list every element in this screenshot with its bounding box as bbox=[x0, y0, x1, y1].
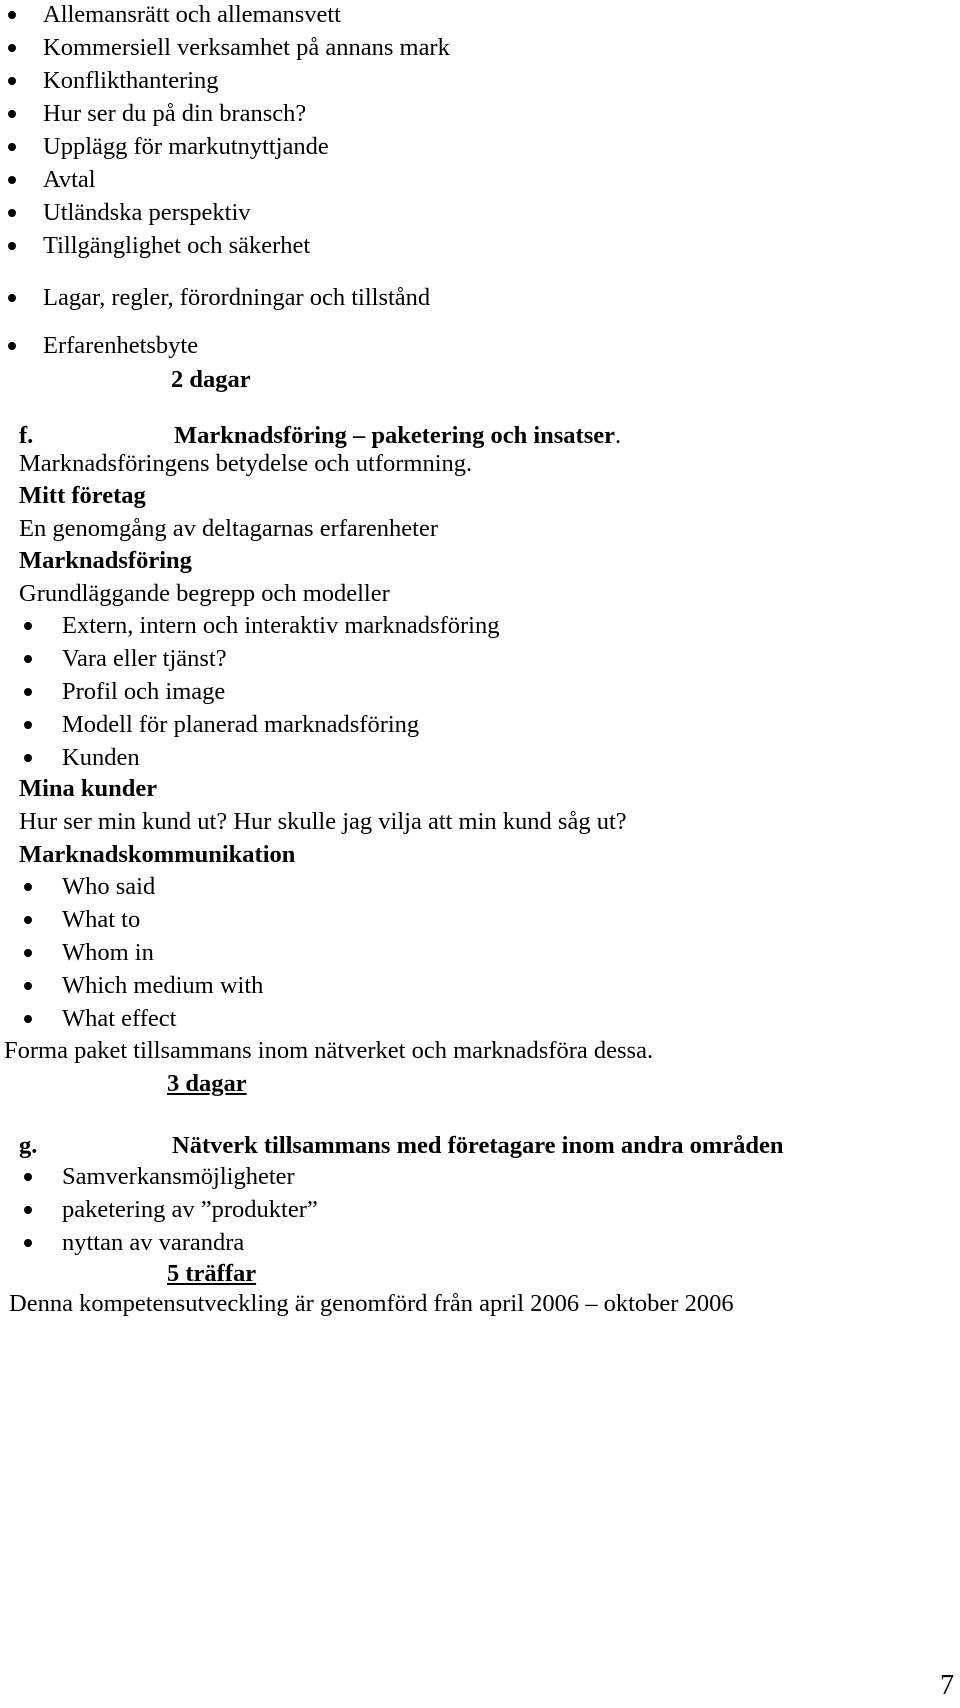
subheading-mitt-foretag: Mitt företag bbox=[19, 482, 146, 509]
subheading-marknadsforing: Marknadsföring bbox=[19, 547, 192, 574]
bullet bbox=[24, 949, 32, 957]
list-item: Modell för planerad marknadsföring bbox=[62, 711, 420, 738]
list-item: Allemansrätt och allemansvett bbox=[43, 1, 341, 28]
list-item: nyttan av varandra bbox=[62, 1229, 245, 1256]
bullet bbox=[24, 655, 32, 663]
list-item: Avtal bbox=[43, 166, 96, 193]
list-item: Hur ser du på din bransch? bbox=[43, 100, 307, 127]
list-item: What to bbox=[62, 906, 141, 933]
bullet bbox=[8, 143, 16, 151]
list-item: Tillgänglighet och säkerhet bbox=[43, 232, 311, 259]
list-item: Profil och image bbox=[62, 678, 226, 705]
bullet bbox=[24, 622, 32, 630]
bullet bbox=[8, 209, 16, 217]
bullet bbox=[24, 1206, 32, 1214]
bullet bbox=[8, 342, 16, 350]
bullet bbox=[8, 110, 16, 118]
closing-statement: Denna kompetensutveckling är genomförd från april 2006 – oktober 2006 bbox=[9, 1290, 734, 1317]
list-item: Kunden bbox=[62, 744, 140, 771]
list-item: Konflikthantering bbox=[43, 67, 219, 94]
list-item: Lagar, regler, förordningar och tillstånd bbox=[43, 284, 431, 311]
list-item: Which medium with bbox=[62, 972, 264, 999]
duration-label: 5 träffar bbox=[167, 1260, 257, 1287]
list-item: Vara eller tjänst? bbox=[62, 645, 227, 672]
list-item: paketering av ”produkter” bbox=[62, 1196, 318, 1223]
bullet bbox=[8, 242, 16, 250]
section-g-title: Nätverk tillsammans med företagare inom andra områden bbox=[172, 1132, 784, 1159]
list-item: Erfarenhetsbyte bbox=[43, 332, 199, 359]
bullet bbox=[24, 916, 32, 924]
list-item: Who said bbox=[62, 873, 156, 900]
bullet bbox=[8, 294, 16, 302]
paragraph: En genomgång av deltagarnas erfarenheter bbox=[19, 515, 439, 542]
subheading-mina-kunder: Mina kunder bbox=[19, 775, 158, 802]
page-number: 7 bbox=[940, 1670, 954, 1701]
bullet bbox=[24, 1015, 32, 1023]
bullet bbox=[24, 754, 32, 762]
list-item: Upplägg för markutnyttjande bbox=[43, 133, 329, 160]
bullet bbox=[8, 44, 16, 52]
list-item: Kommersiell verksamhet på annans mark bbox=[43, 34, 450, 61]
bullet bbox=[8, 176, 16, 184]
bullet bbox=[24, 1173, 32, 1181]
bullet bbox=[24, 688, 32, 696]
list-item: Utländska perspektiv bbox=[43, 199, 251, 226]
bullet bbox=[8, 11, 16, 19]
paragraph: Forma paket tillsammans inom nätverket och marknadsföra dessa. bbox=[4, 1037, 654, 1064]
paragraph: Hur ser min kund ut? Hur skulle jag vilja att min kund såg ut? bbox=[19, 808, 627, 835]
list-item: Whom in bbox=[62, 939, 154, 966]
bullet bbox=[8, 77, 16, 85]
paragraph: Grundläggande begrepp och modeller bbox=[19, 580, 390, 607]
section-intro: Marknadsföringens betydelse och utformning. bbox=[19, 450, 473, 477]
section-f-letter: f. bbox=[19, 422, 34, 449]
bullet bbox=[24, 721, 32, 729]
list-item: What effect bbox=[62, 1005, 177, 1032]
list-item: Samverkansmöjligheter bbox=[62, 1163, 295, 1190]
list-item: Extern, intern och interaktiv marknadsföring bbox=[62, 612, 500, 639]
bullet bbox=[24, 982, 32, 990]
bullet bbox=[24, 1239, 32, 1247]
duration-label: 3 dagar bbox=[167, 1070, 247, 1097]
section-f-title: Marknadsföring – paketering och insatser. bbox=[174, 422, 622, 449]
duration-label: 2 dagar bbox=[171, 366, 251, 393]
subheading-marknadskommunikation: Marknadskommunikation bbox=[19, 841, 296, 868]
bullet bbox=[24, 883, 32, 891]
section-g-letter: g. bbox=[19, 1132, 38, 1159]
